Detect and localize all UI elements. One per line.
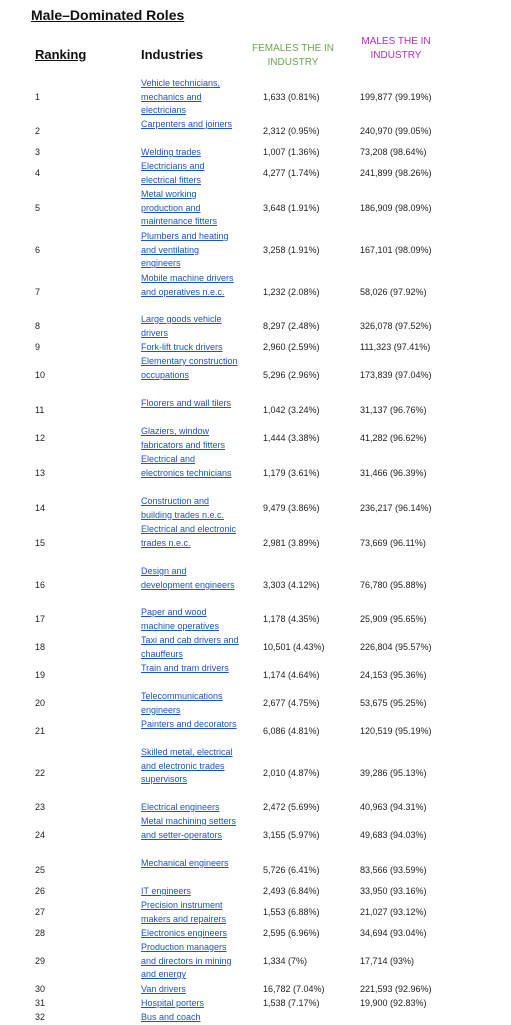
industry-link[interactable]: Metal machining setters and setter-operators (141, 816, 237, 840)
rank-cell: 13 (35, 467, 46, 478)
industry-link[interactable]: Van drivers (141, 984, 186, 994)
female-count-cell: 1,174 (4.64%) (263, 670, 320, 681)
rank-cell: 10 (35, 369, 46, 380)
page-title: Male–Dominated Roles (31, 7, 185, 23)
rank-cell: 12 (35, 433, 46, 444)
rank-cell: 1 (35, 91, 41, 102)
female-count-cell: 2,981 (3.89%) (263, 537, 320, 548)
industry-link[interactable]: Large goods vehicle drivers (141, 314, 222, 338)
industry-link[interactable]: Production managers and directors in mining and energy (141, 942, 232, 980)
females-column-header: FEMALES THE IN INDUSTRY (251, 43, 335, 68)
female-count-cell: 1,179 (3.61%) (263, 467, 320, 478)
rank-cell: 9 (35, 342, 41, 353)
industry-link[interactable]: Plumbers and heating and ventilating engineers (141, 231, 229, 269)
male-count-cell: 31,137 (96.76%) (360, 405, 427, 416)
industry-link[interactable]: Construction and building trades n.e.c. (141, 496, 225, 520)
female-count-cell: 2,493 (6.84%) (263, 886, 320, 897)
male-count-cell: 25,909 (95.65%) (360, 614, 427, 625)
rank-cell: 27 (35, 907, 46, 918)
female-count-cell: 2,010 (4.87%) (263, 767, 320, 778)
female-count-cell: 3,155 (5.97%) (263, 829, 320, 840)
industry-link[interactable]: Paper and wood machine operatives (141, 607, 220, 631)
male-count-cell: 41,282 (96.62%) (360, 433, 427, 444)
male-count-cell: 49,683 (94.03%) (360, 829, 427, 840)
female-count-cell: 2,312 (0.95%) (263, 126, 320, 137)
rank-cell: 23 (35, 802, 46, 813)
male-count-cell: 19,900 (92.83%) (360, 998, 427, 1009)
male-count-cell: 120,519 (95.19%) (360, 726, 432, 737)
male-count-cell: 199,877 (99.19%) (360, 91, 432, 102)
industry-link[interactable]: Painters and decorators (141, 719, 237, 729)
rank-cell: 3 (35, 147, 41, 158)
male-count-cell: 221,593 (92.96%) (360, 984, 432, 995)
female-count-cell: 10,501 (4.43%) (263, 642, 325, 653)
rank-cell: 2 (35, 126, 41, 137)
female-count-cell: 1,334 (7%) (263, 955, 308, 966)
male-count-cell: 53,675 (95.25%) (360, 698, 427, 709)
female-count-cell: 6,086 (4.81%) (263, 726, 320, 737)
male-count-cell: 167,101 (98.09%) (360, 244, 432, 255)
male-count-cell: 73,208 (98.64%) (360, 147, 427, 158)
male-count-cell: 111,323 (97.41%) (360, 342, 431, 353)
industry-link[interactable]: Mechanical engineers (141, 858, 229, 868)
rank-cell: 19 (35, 670, 46, 681)
industry-link[interactable]: Hospital porters (141, 998, 205, 1008)
male-count-cell: 39,286 (95.13%) (360, 767, 427, 778)
rank-cell: 5 (35, 202, 41, 213)
female-count-cell: 1,538 (7.17%) (263, 998, 320, 1009)
rank-cell: 4 (35, 168, 41, 179)
rank-cell: 15 (35, 537, 46, 548)
industry-link[interactable]: Electrical engineers (141, 802, 220, 812)
industry-link[interactable]: Elementary construction occupations (141, 356, 238, 380)
rank-cell: 14 (35, 503, 46, 514)
rank-cell: 29 (35, 955, 46, 966)
rank-cell: 7 (35, 286, 41, 297)
female-count-cell: 1,007 (1.36%) (263, 147, 320, 158)
rank-cell: 22 (35, 767, 46, 778)
female-count-cell: 1,553 (6.88%) (263, 907, 320, 918)
industry-link[interactable]: Electrical and electronics technicians (141, 454, 232, 478)
industry-link[interactable]: IT engineers (141, 886, 191, 896)
rank-cell: 24 (35, 829, 46, 840)
female-count-cell: 4,277 (1.74%) (263, 168, 320, 179)
female-count-cell: 16,782 (7.04%) (263, 984, 325, 995)
female-count-cell: 2,472 (5.69%) (263, 802, 320, 813)
male-count-cell: 236,217 (96.14%) (360, 503, 432, 514)
rank-cell: 32 (35, 1012, 46, 1023)
female-count-cell: 5,296 (2.96%) (263, 369, 320, 380)
female-count-cell: 1,232 (2.08%) (263, 286, 320, 297)
industry-link[interactable]: Vehicle technicians, mechanics and electricians (141, 78, 221, 116)
female-count-cell: 3,303 (4.12%) (263, 579, 320, 590)
female-count-cell: 3,648 (1.91%) (263, 202, 320, 213)
male-count-cell: 24,153 (95.36%) (360, 670, 427, 681)
female-count-cell: 5,726 (6.41%) (263, 865, 320, 876)
female-count-cell: 8,297 (2.48%) (263, 321, 320, 332)
male-count-cell: 241,899 (98.26%) (360, 168, 432, 179)
female-count-cell: 1,444 (3.38%) (263, 433, 320, 444)
female-count-cell: 1,178 (4.35%) (263, 614, 320, 625)
male-count-cell: 186,909 (98.09%) (360, 202, 432, 213)
male-count-cell: 240,970 (99.05%) (360, 126, 432, 137)
industry-link[interactable]: Carpenters and joiners (141, 119, 233, 129)
industry-link[interactable]: Electricians and electrical fitters (141, 161, 205, 185)
male-count-cell: 58,026 (97.92%) (360, 286, 427, 297)
rank-cell: 30 (35, 984, 46, 995)
industry-link[interactable]: Welding trades (141, 147, 201, 157)
rank-cell: 17 (35, 614, 46, 625)
male-count-cell: 76,780 (95.88%) (360, 579, 427, 590)
male-count-cell: 31,466 (96.39%) (360, 467, 427, 478)
industry-link[interactable]: Metal working production and maintenance fitters (141, 189, 218, 227)
male-count-cell: 83,566 (93.59%) (360, 865, 427, 876)
male-count-cell: 40,963 (94.31%) (360, 802, 427, 813)
rank-cell: 20 (35, 698, 46, 709)
rank-cell: 11 (35, 405, 45, 416)
female-count-cell: 2,595 (6.96%) (263, 928, 320, 939)
industry-link[interactable]: Bus and coach (141, 1012, 201, 1022)
rank-cell: 8 (35, 321, 41, 332)
industry-link[interactable]: Floorers and wall tilers (141, 398, 232, 408)
rank-cell: 31 (35, 998, 46, 1009)
female-count-cell: 9,479 (3.86%) (263, 503, 320, 514)
males-column-header: MALES THE IN INDUSTRY (361, 36, 431, 61)
male-count-cell: 34,694 (93.04%) (360, 928, 427, 939)
industry-link[interactable]: Taxi and cab drivers and chauffeurs (141, 635, 239, 659)
female-count-cell: 1,042 (3.24%) (263, 405, 320, 416)
rank-cell: 6 (35, 244, 41, 255)
male-count-cell: 173,839 (97.04%) (360, 369, 432, 380)
industry-link[interactable]: Skilled metal, electrical and electronic trades supervisors (141, 747, 233, 785)
rank-cell: 16 (35, 579, 46, 590)
rank-cell: 21 (35, 726, 46, 737)
industry-link[interactable]: Glaziers, window fabricators and fitters (141, 426, 226, 450)
rank-cell: 18 (35, 642, 46, 653)
industry-link[interactable]: Mobile machine drivers and operatives n.e.c. (141, 273, 234, 297)
industry-link[interactable]: Precision instrument makers and repairers (141, 900, 227, 924)
female-count-cell: 1,633 (0.81%) (263, 91, 320, 102)
ranking-column-header: Ranking (35, 47, 87, 62)
female-count-cell: 3,258 (1.91%) (263, 244, 320, 255)
industry-link[interactable]: Fork-lift truck drivers (141, 342, 223, 352)
male-count-cell: 21,027 (93.12%) (360, 907, 427, 918)
male-count-cell: 326,078 (97.52%) (360, 321, 432, 332)
industry-link[interactable]: Electrical and electronic trades n.e.c. (141, 524, 237, 548)
industry-link[interactable]: Telecommunications engineers (141, 691, 223, 715)
male-count-cell: 226,804 (95.57%) (360, 642, 432, 653)
male-count-cell: 17,714 (93%) (360, 955, 415, 966)
industry-link[interactable]: Train and tram drivers (141, 663, 229, 673)
rank-cell: 28 (35, 928, 46, 939)
industry-link[interactable]: Design and development engineers (141, 566, 235, 590)
rank-cell: 25 (35, 865, 46, 876)
industries-column-header: Industries (141, 47, 204, 62)
rank-cell: 26 (35, 886, 46, 897)
male-count-cell: 73,669 (96.11%) (360, 537, 426, 548)
female-count-cell: 2,960 (2.59%) (263, 342, 320, 353)
industry-link[interactable]: Electronics engineers (141, 928, 228, 938)
male-count-cell: 33,950 (93.16%) (360, 886, 427, 897)
female-count-cell: 2,677 (4.75%) (263, 698, 320, 709)
